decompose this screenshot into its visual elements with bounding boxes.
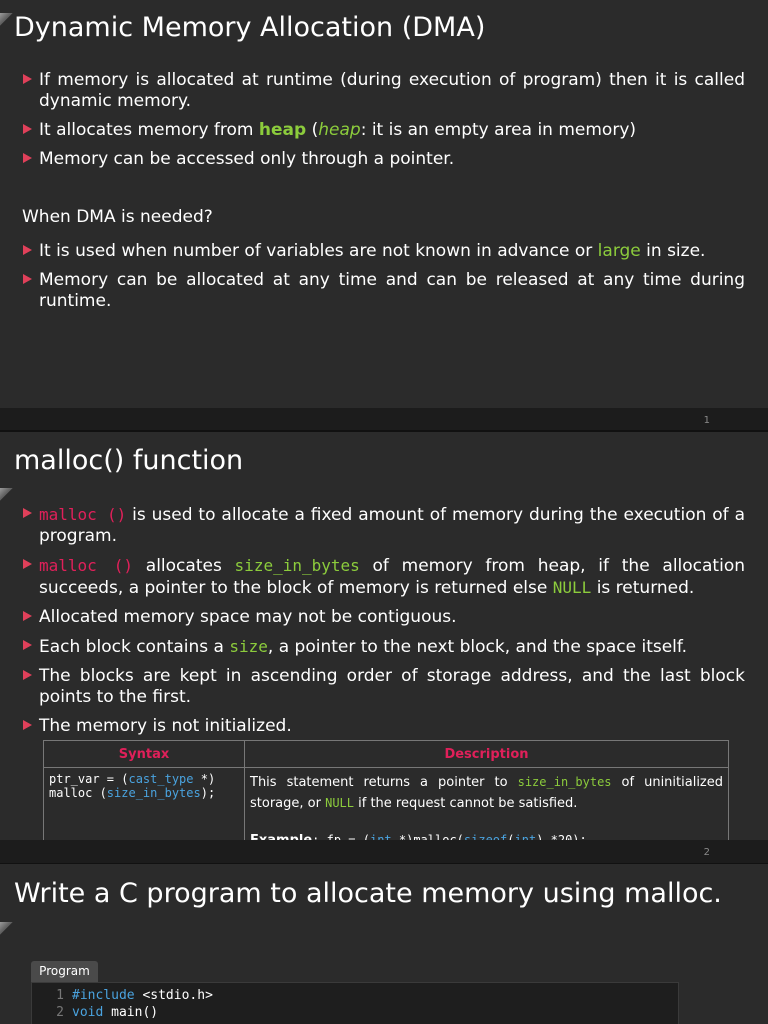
slide-title: Dynamic Memory Allocation (DMA) bbox=[14, 12, 486, 43]
description-text bbox=[250, 772, 723, 814]
bullet-text: , a pointer to the next block, and the space itself. bbox=[267, 637, 688, 657]
bullet-text: Memory can be accessed only through a pointer. bbox=[39, 149, 455, 169]
bullet-item bbox=[22, 70, 745, 112]
slide-footer bbox=[0, 408, 768, 432]
program-tab[interactable]: Program bbox=[31, 961, 98, 982]
desc-text: if the request cannot be satisfied. bbox=[354, 796, 578, 811]
bullet-text: The blocks are kept in ascending order of storage address, and the last block points to the first. bbox=[39, 666, 745, 707]
bullet-item bbox=[22, 607, 745, 628]
bullet-text: It allocates memory from bbox=[39, 120, 259, 140]
bullet-text: allocates bbox=[133, 556, 235, 576]
bullet-text: The memory is not initialized. bbox=[39, 716, 292, 736]
corner-decoration bbox=[0, 13, 14, 27]
bullet-text: is used to allocate a fixed amount of memory during the execution of a program. bbox=[39, 505, 745, 546]
desc-text: of uninitialized storage, or bbox=[250, 775, 723, 811]
syntax-line bbox=[49, 786, 239, 800]
slide-title: Write a C program to allocate memory using malloc. bbox=[14, 878, 722, 909]
section-question: When DMA is needed? bbox=[22, 207, 213, 227]
bullet-text: in size. bbox=[640, 241, 706, 261]
corner-decoration bbox=[0, 922, 14, 936]
bullet-text: ( bbox=[306, 120, 319, 140]
heap-italic: heap bbox=[318, 120, 361, 140]
corner-decoration bbox=[0, 488, 14, 502]
bullet-text: is returned. bbox=[591, 578, 695, 598]
bullet-text: Each block contains a bbox=[39, 637, 230, 657]
code-line bbox=[36, 1004, 213, 1021]
bullet-text: It is used when number of variables are not known in advance or bbox=[39, 241, 598, 261]
desc-text: This statement returns a pointer to bbox=[250, 775, 518, 790]
code-text: malloc ( bbox=[49, 786, 107, 800]
description-header: Description bbox=[245, 741, 729, 768]
line-number: 1 bbox=[56, 988, 64, 1003]
table-header-row bbox=[44, 741, 729, 768]
code-text: main() bbox=[103, 1005, 159, 1020]
bullet-item bbox=[22, 636, 745, 658]
bullet-item bbox=[22, 120, 745, 141]
code-token: NULL bbox=[325, 796, 354, 810]
code-token: malloc () bbox=[39, 505, 127, 524]
code-token: size bbox=[229, 637, 268, 656]
slide-1 bbox=[0, 0, 768, 432]
code-token: malloc () bbox=[39, 556, 134, 575]
code-text: ); bbox=[200, 786, 216, 800]
code-text: <stdio.h> bbox=[134, 988, 213, 1003]
code-line bbox=[36, 987, 213, 1004]
code-text: *) bbox=[193, 772, 216, 786]
code-keyword: void bbox=[72, 1005, 104, 1020]
page-number: 1 bbox=[703, 415, 710, 426]
code-token: size_in_bytes bbox=[517, 775, 612, 789]
bullet-text: Memory can be allocated at any time and can be released at any time during runtime. bbox=[39, 270, 745, 311]
bullet-item bbox=[22, 555, 745, 599]
bullet-list bbox=[22, 241, 745, 320]
code-param: size_in_bytes bbox=[106, 786, 201, 800]
highlight-word: large bbox=[597, 241, 641, 261]
heap-keyword: heap bbox=[258, 120, 307, 140]
bullet-text: of memory from heap, if the allocation succeeds, a pointer to the block of memory is returned else bbox=[39, 556, 745, 598]
bullet-item bbox=[22, 241, 745, 262]
bullet-item bbox=[22, 149, 745, 170]
code-block bbox=[31, 982, 679, 1024]
code-token: size_in_bytes bbox=[234, 556, 360, 575]
bullet-list bbox=[22, 70, 745, 178]
line-number: 2 bbox=[56, 1005, 64, 1020]
code-text: ptr_var = ( bbox=[49, 772, 129, 786]
page-number: 2 bbox=[703, 847, 710, 858]
bullet-item bbox=[22, 270, 745, 312]
bullet-text: Allocated memory space may not be contiguous. bbox=[39, 607, 457, 627]
code-keyword: #include bbox=[72, 988, 135, 1003]
bullet-list bbox=[22, 504, 745, 745]
slide-3 bbox=[0, 864, 768, 1024]
bullet-item bbox=[22, 666, 745, 708]
code-token: NULL bbox=[552, 578, 592, 597]
bullet-item bbox=[22, 504, 745, 547]
bullet-text: : it is an empty area in memory) bbox=[360, 120, 637, 140]
bullet-item bbox=[22, 716, 745, 737]
slide-2 bbox=[0, 432, 768, 864]
syntax-table bbox=[43, 740, 729, 856]
code-param: cast_type bbox=[128, 772, 194, 786]
bullet-text: If memory is allocated at runtime (during execution of program) then it is called dynamic memory. bbox=[39, 70, 745, 111]
syntax-header: Syntax bbox=[44, 741, 245, 768]
code-lines bbox=[36, 987, 213, 1021]
slide-footer bbox=[0, 840, 768, 864]
slide-title: malloc() function bbox=[14, 445, 244, 476]
syntax-line bbox=[49, 772, 239, 786]
